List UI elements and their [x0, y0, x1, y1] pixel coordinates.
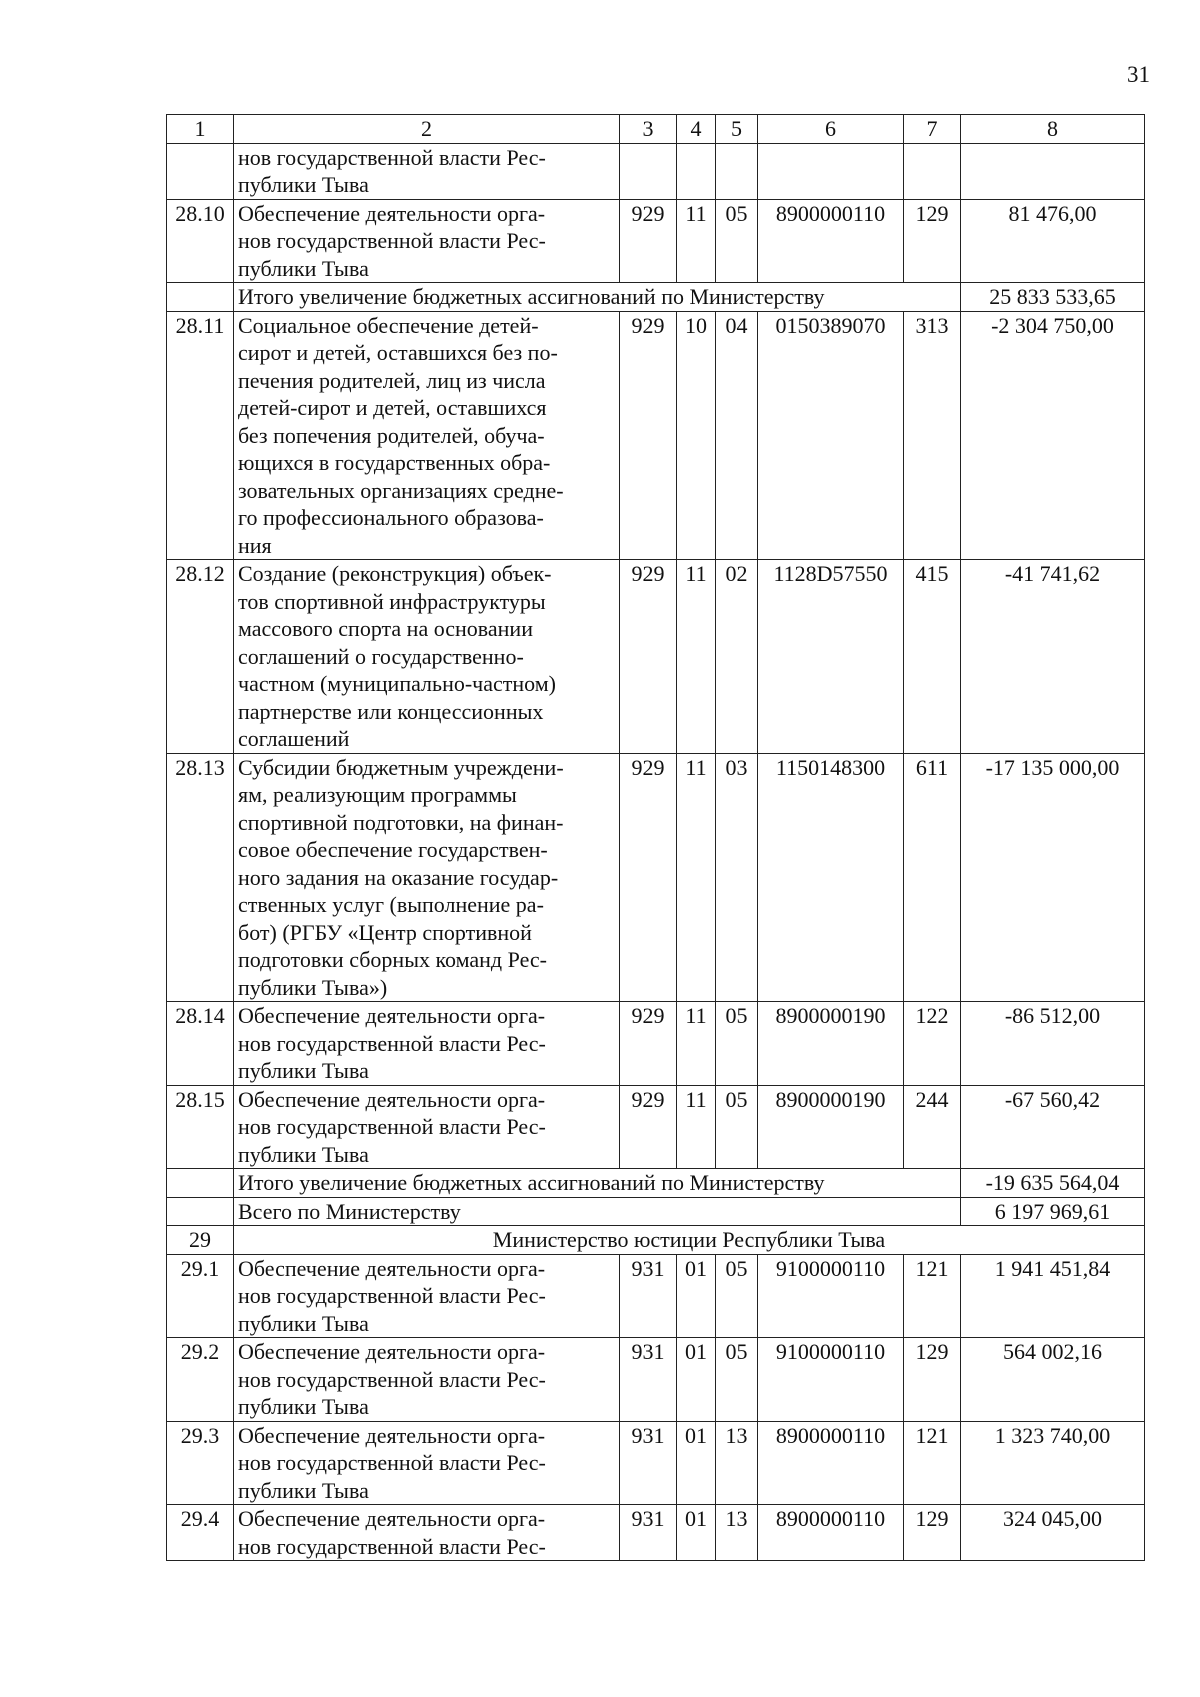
- code-target: 9100000110: [758, 1254, 904, 1338]
- table-row: [167, 1505, 1145, 1561]
- code-target: 1128D57550: [758, 560, 904, 754]
- amount: -2 304 750,00: [961, 311, 1145, 560]
- code-expense-type: 129: [904, 1338, 961, 1422]
- row-description: Обеспечение деятельности орга- нов государственной власти Рес- публики Тыва: [234, 1002, 620, 1086]
- code-subsection: 13: [716, 1421, 758, 1505]
- code-subsection: 05: [716, 199, 758, 283]
- row-number: 28.15: [167, 1085, 234, 1169]
- code-chapter: 931: [620, 1254, 677, 1338]
- amount: -67 560,42: [961, 1085, 1145, 1169]
- empty-cell: [167, 283, 234, 312]
- section-title: Министерство юстиции Республики Тыва: [234, 1226, 1145, 1255]
- total-label: Итого увеличение бюджетных ассигнований по Министерству: [234, 283, 961, 312]
- code-subsection: 05: [716, 1085, 758, 1169]
- row-description: Обеспечение деятельности орга- нов государственной власти Рес- публики Тыва: [234, 1085, 620, 1169]
- code-target: 8900000190: [758, 1085, 904, 1169]
- header-cell-8: 8: [961, 115, 1145, 144]
- code-expense-type: 415: [904, 560, 961, 754]
- header-cell-7: 7: [904, 115, 961, 144]
- code-chapter: 931: [620, 1338, 677, 1422]
- table-row: [167, 1085, 1145, 1169]
- empty-cell: [167, 1197, 234, 1226]
- total-amount: -19 635 564,04: [961, 1169, 1145, 1198]
- header-cell-3: 3: [620, 115, 677, 144]
- code-subsection: 05: [716, 1338, 758, 1422]
- code-chapter: 931: [620, 1421, 677, 1505]
- empty-cell: [167, 1169, 234, 1198]
- table-row: [167, 560, 1145, 754]
- code-chapter: 929: [620, 753, 677, 1002]
- row-description: Создание (реконструкция) объек- тов спортивной инфраструктуры массового спорта на основании соглашений о государственно- частном (муниципально-частном) партнерстве или концессионных соглашений: [234, 560, 620, 754]
- code-section: 11: [677, 560, 716, 754]
- code-target: 9100000110: [758, 1338, 904, 1422]
- row-number: 29.4: [167, 1505, 234, 1561]
- row-description: Обеспечение деятельности орга- нов государственной власти Рес- публики Тыва: [234, 1421, 620, 1505]
- code-subsection: 04: [716, 311, 758, 560]
- header-cell-4: 4: [677, 115, 716, 144]
- row-description: Обеспечение деятельности орга- нов государственной власти Рес- публики Тыва: [234, 1338, 620, 1422]
- total-row: [167, 1169, 1145, 1198]
- total-amount: 25 833 533,65: [961, 283, 1145, 312]
- code-chapter: 931: [620, 1505, 677, 1561]
- section-header-row: [167, 1226, 1145, 1255]
- code-target: 8900000110: [758, 1421, 904, 1505]
- code-target: 8900000110: [758, 1505, 904, 1561]
- header-cell-5: 5: [716, 115, 758, 144]
- code-subsection: 05: [716, 1002, 758, 1086]
- code-expense-type: 121: [904, 1421, 961, 1505]
- code-expense-type: 611: [904, 753, 961, 1002]
- code-target: 1150148300: [758, 753, 904, 1002]
- code-expense-type: 129: [904, 1505, 961, 1561]
- header-cell-2: 2: [234, 115, 620, 144]
- code-section: 10: [677, 311, 716, 560]
- code-section: 11: [677, 753, 716, 1002]
- amount: 1 323 740,00: [961, 1421, 1145, 1505]
- code-expense-type: 313: [904, 311, 961, 560]
- code-section: 01: [677, 1254, 716, 1338]
- row-number: 29.2: [167, 1338, 234, 1422]
- amount: 564 002,16: [961, 1338, 1145, 1422]
- row-number: 28.14: [167, 1002, 234, 1086]
- row-number: [167, 143, 234, 199]
- code-expense-type: 129: [904, 199, 961, 283]
- empty-cell: [716, 143, 758, 199]
- row-number: 28.11: [167, 311, 234, 560]
- amount: 1 941 451,84: [961, 1254, 1145, 1338]
- table-row: [167, 311, 1145, 560]
- budget-table: [166, 114, 1145, 1561]
- amount: 324 045,00: [961, 1505, 1145, 1561]
- table-row: [167, 143, 1145, 199]
- code-chapter: 929: [620, 311, 677, 560]
- empty-cell: [620, 143, 677, 199]
- empty-cell: [961, 143, 1145, 199]
- row-number: 28.12: [167, 560, 234, 754]
- code-section: 11: [677, 199, 716, 283]
- row-description: нов государственной власти Рес- публики Тыва: [234, 143, 620, 199]
- amount: -41 741,62: [961, 560, 1145, 754]
- grand-total-row: [167, 1197, 1145, 1226]
- row-number: 28.13: [167, 753, 234, 1002]
- code-expense-type: 122: [904, 1002, 961, 1086]
- empty-cell: [677, 143, 716, 199]
- amount: -86 512,00: [961, 1002, 1145, 1086]
- code-chapter: 929: [620, 199, 677, 283]
- amount: -17 135 000,00: [961, 753, 1145, 1002]
- code-target: 8900000110: [758, 199, 904, 283]
- header-cell-6: 6: [758, 115, 904, 144]
- header-cell-1: 1: [167, 115, 234, 144]
- row-description: Обеспечение деятельности орга- нов государственной власти Рес-: [234, 1505, 620, 1561]
- code-section: 11: [677, 1002, 716, 1086]
- code-section: 11: [677, 1085, 716, 1169]
- code-chapter: 929: [620, 560, 677, 754]
- table-header-row: [167, 115, 1145, 144]
- page-number: 31: [1127, 62, 1150, 87]
- code-subsection: 03: [716, 753, 758, 1002]
- empty-cell: [758, 143, 904, 199]
- row-number: 29.3: [167, 1421, 234, 1505]
- amount: 81 476,00: [961, 199, 1145, 283]
- code-section: 01: [677, 1421, 716, 1505]
- table-row: [167, 1254, 1145, 1338]
- table-row: [167, 1421, 1145, 1505]
- grand-total-label: Всего по Министерству: [234, 1197, 961, 1226]
- table-row: [167, 1338, 1145, 1422]
- code-subsection: 05: [716, 1254, 758, 1338]
- row-description: Обеспечение деятельности орга- нов государственной власти Рес- публики Тыва: [234, 1254, 620, 1338]
- code-chapter: 929: [620, 1085, 677, 1169]
- row-description: Социальное обеспечение детей- сирот и детей, оставшихся без по- печения родителей, лиц из числа детей-сирот и детей, оставшихся без попечения родителей, обуча- ющихся в государственных обра- зовательных организациях средне- го профессионального образова- ния: [234, 311, 620, 560]
- code-subsection: 02: [716, 560, 758, 754]
- code-section: 01: [677, 1338, 716, 1422]
- row-description: Обеспечение деятельности орга- нов государственной власти Рес- публики Тыва: [234, 199, 620, 283]
- row-number: 29.1: [167, 1254, 234, 1338]
- total-label: Итого увеличение бюджетных ассигнований по Министерству: [234, 1169, 961, 1198]
- total-row: [167, 283, 1145, 312]
- row-number: 28.10: [167, 199, 234, 283]
- code-section: 01: [677, 1505, 716, 1561]
- table-row: [167, 1002, 1145, 1086]
- code-chapter: 929: [620, 1002, 677, 1086]
- code-target: 8900000190: [758, 1002, 904, 1086]
- code-expense-type: 121: [904, 1254, 961, 1338]
- grand-total-amount: 6 197 969,61: [961, 1197, 1145, 1226]
- empty-cell: [904, 143, 961, 199]
- table-row: [167, 199, 1145, 283]
- code-subsection: 13: [716, 1505, 758, 1561]
- section-number: 29: [167, 1226, 234, 1255]
- code-expense-type: 244: [904, 1085, 961, 1169]
- code-target: 0150389070: [758, 311, 904, 560]
- row-description: Субсидии бюджетным учреждени- ям, реализующим программы спортивной подготовки, на финан- совое обеспечение государствен- ного задания на оказание государ- ственных услуг (выполнение ра- бот) (РГБУ «Центр спортивной подготовки сборных команд Рес- публики Тыва»): [234, 753, 620, 1002]
- table-row: [167, 753, 1145, 1002]
